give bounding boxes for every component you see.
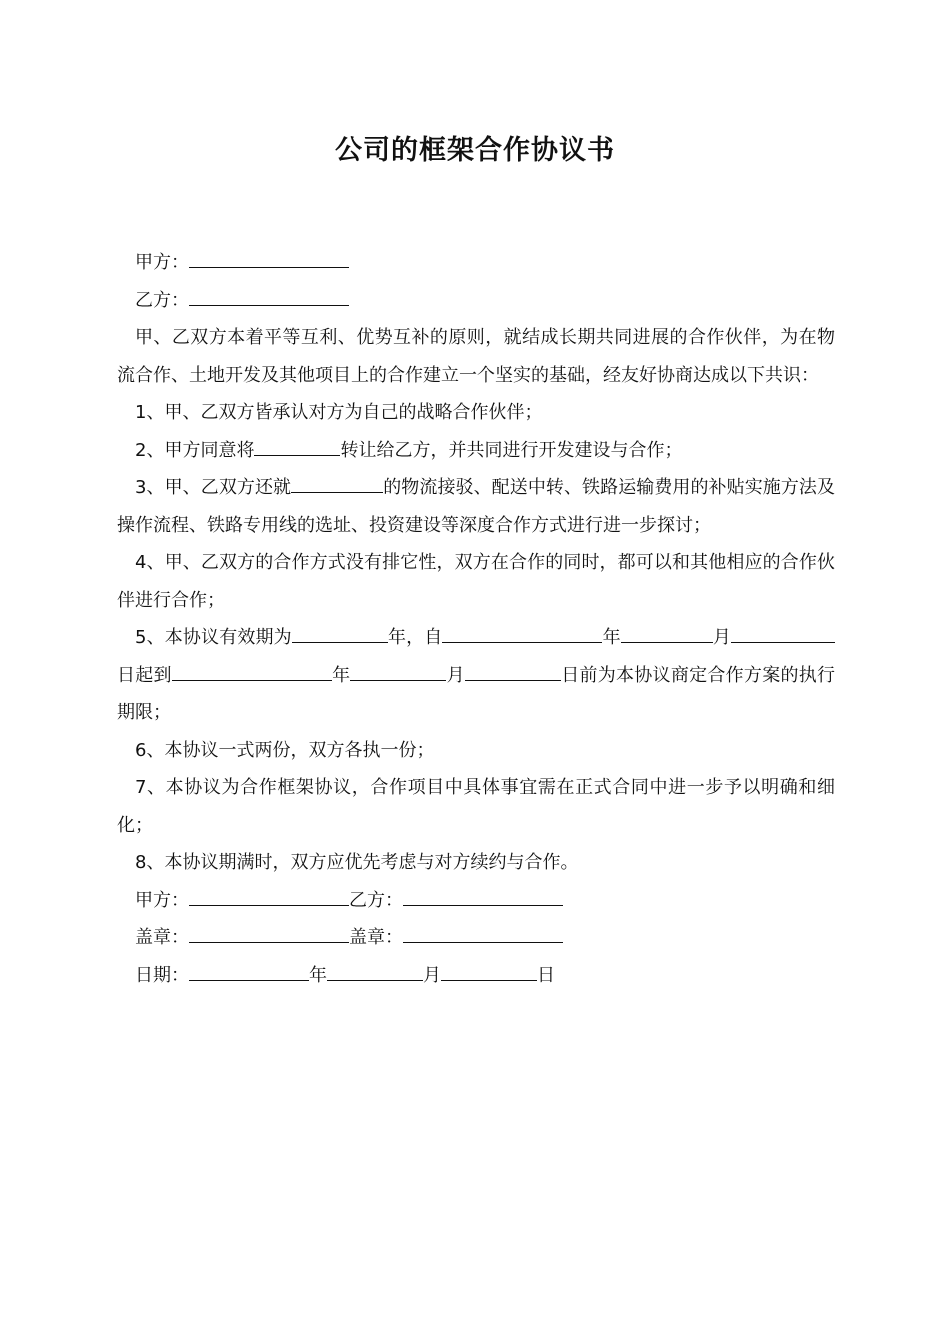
party-b-label: 乙方：: [135, 289, 189, 311]
signature-seal-a-blank: [189, 923, 349, 943]
signature-party-a-blank: [189, 886, 349, 906]
clause-5-start-year-blank: [442, 623, 602, 643]
clause-5-start-year-label: 年: [602, 627, 621, 648]
clause-5-text-end: 日前为本协议商定合作方案的执行期限；: [117, 664, 836, 723]
signature-year-blank: [189, 961, 309, 981]
clause-5-end-year-label: 年: [331, 664, 351, 686]
clause-5-text-a: 5、本协议有效期为: [135, 627, 292, 648]
clause-8: 8、本协议期满时，双方应优先考虑与对方续约与合作。: [135, 852, 579, 873]
intro-paragraph: 甲、乙双方本着平等互利、优势互补的原则，就结成长期共同进展的合作伙伴，为在物流合作、土地开发及其他项目上的合作建立一个坚实的基础，经友好协商达成以下共识：: [117, 327, 835, 386]
signature-seal-b-label: 盖章：: [349, 927, 403, 948]
signature-day-label: 日: [537, 964, 555, 986]
signature-day-blank: [441, 961, 537, 981]
clause-5-end-year-blank: [172, 661, 332, 681]
party-b-blank: [189, 286, 349, 306]
clause-3: [117, 469, 835, 544]
signature-seal-a-label: 盖章：: [135, 927, 189, 948]
signature-seal-b-blank: [403, 923, 563, 943]
signature-date-line: [117, 957, 835, 995]
party-a-label: 甲方：: [135, 252, 189, 273]
clause-3-blank: [291, 473, 383, 493]
clause-4: 4、甲、乙双方的合作方式没有排它性，双方在合作的同时，都可以和其他相应的合作伙伴进行合作；: [117, 552, 835, 611]
clause-2: [117, 432, 835, 470]
signature-party-b-blank: [403, 886, 563, 906]
clause-7: 7、本协议为合作框架协议，合作项目中具体事宜需在正式合同中进一步予以明确和细化；: [117, 777, 835, 836]
clause-5: [117, 619, 835, 732]
clause-5-end-day-blank: [465, 661, 561, 681]
clause-5-start-day-label: 日起到: [117, 664, 172, 686]
clause-5-start-month-blank: [621, 623, 713, 643]
party-a-blank: [189, 248, 349, 268]
clause-3-text-pre: 3、甲、乙双方还就: [135, 477, 292, 498]
signature-month-label: 月: [423, 964, 441, 986]
signature-party-b-label: 乙方：: [349, 889, 403, 911]
clause-5-end-month-blank: [350, 661, 446, 681]
clause-2-blank: [254, 436, 340, 456]
document-title: 公司的框架合作协议书: [335, 135, 615, 166]
signature-seal-line: [117, 919, 835, 957]
clause-6: 6、本协议一式两份，双方各执一份；: [135, 739, 435, 761]
clause-3-text-post: 的物流接驳、配送中转、铁路运输费用的补贴实施方法及操作流程、铁路专用线的选址、投资建设等深度合作方式进行进一步探讨；: [117, 477, 836, 536]
clause-1: 1、甲、乙双方皆承认对方为自己的战略合作伙伴；: [135, 402, 543, 423]
document-body: [117, 244, 835, 994]
clause-5-text-b: 年，自: [387, 627, 443, 648]
clause-5-end-month-label: 月: [446, 664, 465, 686]
party-a-line: [117, 244, 835, 282]
signature-party-a-label: 甲方：: [135, 889, 189, 911]
clause-5-term-blank: [292, 623, 388, 643]
clause-5-start-day-blank: [731, 623, 835, 643]
clause-5-start-month-label: 月: [712, 627, 732, 648]
signature-party-line: [117, 882, 835, 920]
signature-year-label: 年: [309, 964, 327, 986]
clause-2-text-post: 转让给乙方，并共同进行开发建设与合作；: [340, 439, 683, 461]
signature-date-label: 日期：: [135, 964, 189, 986]
signature-month-blank: [327, 961, 423, 981]
clause-2-text-pre: 2、甲方同意将: [135, 439, 255, 461]
party-b-line: [117, 282, 835, 320]
